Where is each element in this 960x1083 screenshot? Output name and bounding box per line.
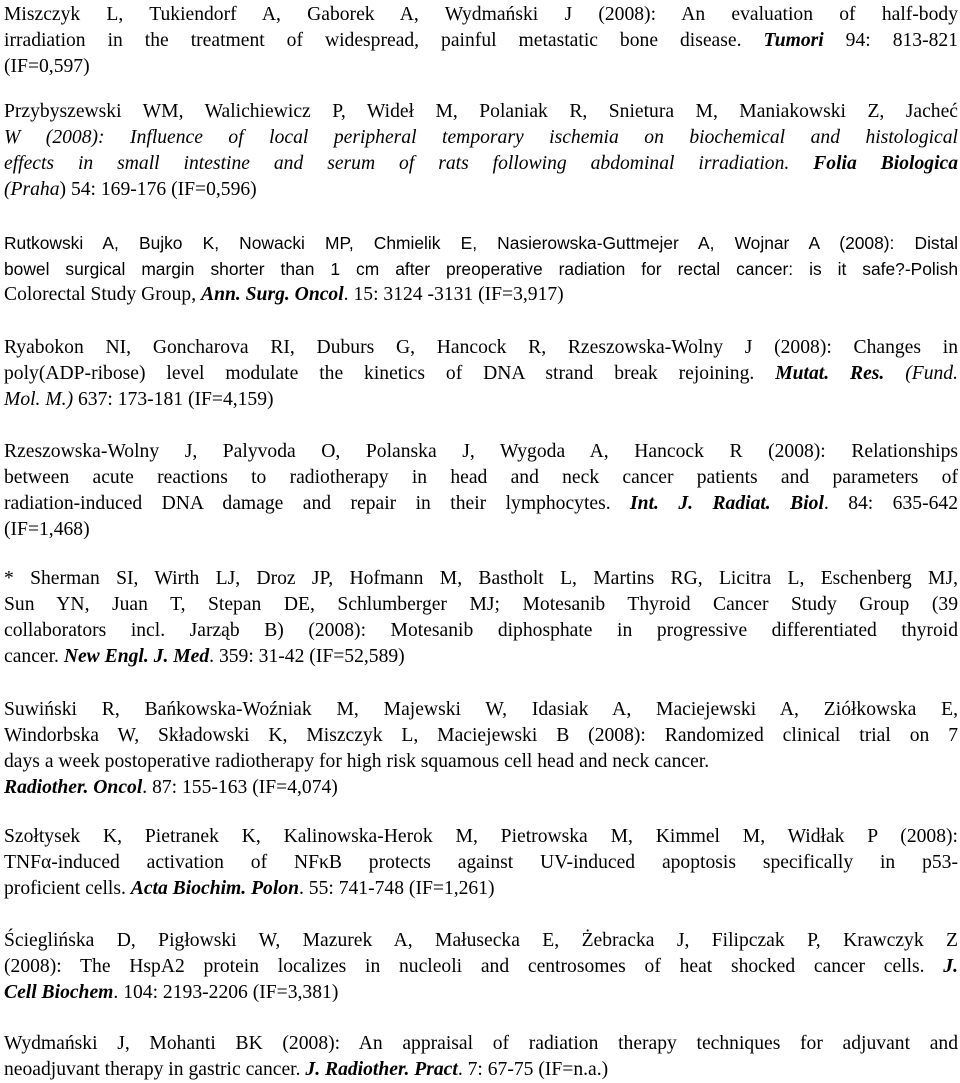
reference-text: effects in small intestine and serum of rats following abdominal irradiation. [4,153,814,174]
reference-text: Ryabokon NI, Goncharova RI, Duburs G, Hancock R, Rzeszowska-Wolny J (2008): Changes in [4,337,958,358]
reference-entry [4,439,958,543]
journal-name: Radiother. Oncol [4,777,143,798]
reference-line [4,387,958,413]
reference-text: Windorbska W, Składowski K, Miszczyk L, Maciejewski B (2008): Randomized clinical trial on 7 [4,725,958,746]
reference-text: bowel surgical margin shorter than 1 cm after preoperative radiation for rectal cancer: is it safe?-Polish [4,259,958,279]
reference-line [4,928,958,954]
reference-line [4,618,958,644]
journal-name: Acta Biochim. Polon [130,878,299,899]
reference-line [4,775,958,801]
reference-text: . 104: 2193-2206 (IF=3,381) [113,982,339,1003]
reference-line [4,1031,958,1057]
reference-line [4,151,958,177]
reference-line [4,28,958,54]
reference-text: . 87: 155-163 (IF=4,074) [142,777,338,798]
reference-text: between acute reactions to radiotherapy in head and neck cancer patients and parameters of [4,467,958,488]
reference-line [4,876,958,902]
reference-text: Miszczyk L, Tukiendorf A, Gaborek A, Wydmański J (2008): An evaluation of half-body [4,4,958,25]
reference-entry [4,697,958,801]
reference-line [4,517,958,543]
reference-text: Wydmański J, Mohanti BK (2008): An appraisal of radiation therapy techniques for adjuvant and [4,1033,958,1054]
reference-text: . 84: 635-642 [823,493,958,514]
reference-text: irradiation in the treatment of widespread, painful metastatic bone disease. [4,30,764,51]
reference-text: Mol. M.) [4,389,74,410]
reference-text: days a week postoperative radiotherapy for high risk squamous cell head and neck cancer. [4,751,710,772]
reference-text: ) 54: 169-176 (IF=0,596) [59,179,257,200]
reference-line [4,335,958,361]
reference-text [884,363,905,384]
reference-line [4,980,958,1006]
reference-line [4,566,958,592]
reference-entry [4,566,958,670]
reference-text: 637: 173-181 (IF=4,159) [73,389,274,410]
reference-entry [4,230,958,308]
reference-entry [4,1031,958,1083]
journal-name: Int. J. Radiat. Biol [630,493,824,514]
reference-text: (Praha [4,179,60,200]
reference-line [4,592,958,618]
reference-text: poly(ADP-ribose) level modulate the kinetics of DNA strand break rejoining. [4,363,776,384]
reference-entry [4,2,958,80]
reference-line [4,723,958,749]
reference-line [4,954,958,980]
journal-name: Tumori [763,30,824,51]
reference-text: Colorectal Study Group, [4,284,201,305]
reference-text: . 15: 3124 -3131 (IF=3,917) [343,284,564,305]
journal-name: Cell Biochem [4,982,114,1003]
reference-line [4,824,958,850]
reference-line [4,2,958,28]
reference-text: cancer. [4,646,64,667]
reference-line [4,697,958,723]
reference-entry [4,335,958,413]
reference-entry [4,99,958,203]
reference-text: collaborators incl. Jarząb B) (2008): Motesanib diphosphate in progressive differentiated thyroid [4,620,958,641]
reference-text: Rutkowski A, Bujko K, Nowacki MP, Chmielik E, Nasierowska-Guttmejer A, Wojnar A (2008): Distal [4,233,958,253]
reference-line [4,1057,958,1083]
reference-text: . 7: 67-75 (IF=n.a.) [457,1059,609,1080]
reference-text: (Fund. [905,363,959,384]
reference-text: Sun YN, Juan T, Stepan DE, Schlumberger MJ; Motesanib Thyroid Cancer Study Group (39 [4,594,958,615]
reference-line [4,439,958,465]
reference-text: proficient cells. [4,878,131,899]
reference-line [4,361,958,387]
reference-line [4,54,958,80]
reference-line [4,749,958,775]
reference-text: (IF=1,468) [4,519,90,540]
reference-line [4,644,958,670]
reference-text: neoadjuvant therapy in gastric cancer. [4,1059,306,1080]
journal-name: Folia Biologica [813,153,959,174]
reference-text: * Sherman SI, Wirth LJ, Droz JP, Hofmann M, Bastholt L, Martins RG, Licitra L, Eschenberg MJ, [4,568,958,589]
journal-name: Ann. Surg. Oncol [201,284,344,305]
journal-name: J. Radiother. Pract [305,1059,458,1080]
reference-text: . 55: 741-748 (IF=1,261) [298,878,495,899]
reference-text: W (2008): Influence of local peripheral temporary ischemia on biochemical and histological [4,127,958,148]
reference-line [4,491,958,517]
reference-line [4,256,958,282]
reference-text: (IF=0,597) [4,56,90,77]
reference-entry [4,928,958,1006]
journal-name: New Engl. J. Med [63,646,210,667]
reference-line [4,230,958,256]
reference-text: Szołtysek K, Pietranek K, Kalinowska-Herok M, Pietrowska M, Kimmel M, Widłak P (2008): [4,826,958,847]
journal-name: Mutat. Res. [775,363,885,384]
reference-text: Ścieglińska D, Pigłowski W, Mazurek A, Małusecka E, Żebracka J, Filipczak P, Krawczyk Z [4,930,958,951]
reference-text: TNFα-induced activation of NFκB protects against UV-induced apoptosis specifically in p53- [4,852,958,873]
reference-entry [4,824,958,902]
reference-line [4,282,958,308]
reference-line [4,850,958,876]
reference-text: 94: 813-821 [823,30,958,51]
reference-line [4,177,958,203]
reference-line [4,99,958,125]
reference-line [4,125,958,151]
reference-text: (2008): The HspA2 protein localizes in nucleoli and centrosomes of heat shocked cancer cells. [4,956,944,977]
reference-line [4,465,958,491]
reference-text: Przybyszewski WM, Walichiewicz P, Wideł M, Polaniak R, Snietura M, Maniakowski Z, Jacheć [4,101,958,122]
reference-text: . 359: 31-42 (IF=52,589) [209,646,405,667]
reference-text: radiation-induced DNA damage and repair in their lymphocytes. [4,493,631,514]
reference-text: Rzeszowska-Wolny J, Palyvoda O, Polanska J, Wygoda A, Hancock R (2008): Relationships [4,441,958,462]
reference-text: Suwiński R, Bańkowska-Woźniak M, Majewski W, Idasiak A, Maciejewski A, Ziółkowska E, [4,699,958,720]
journal-name: J. [943,956,958,977]
